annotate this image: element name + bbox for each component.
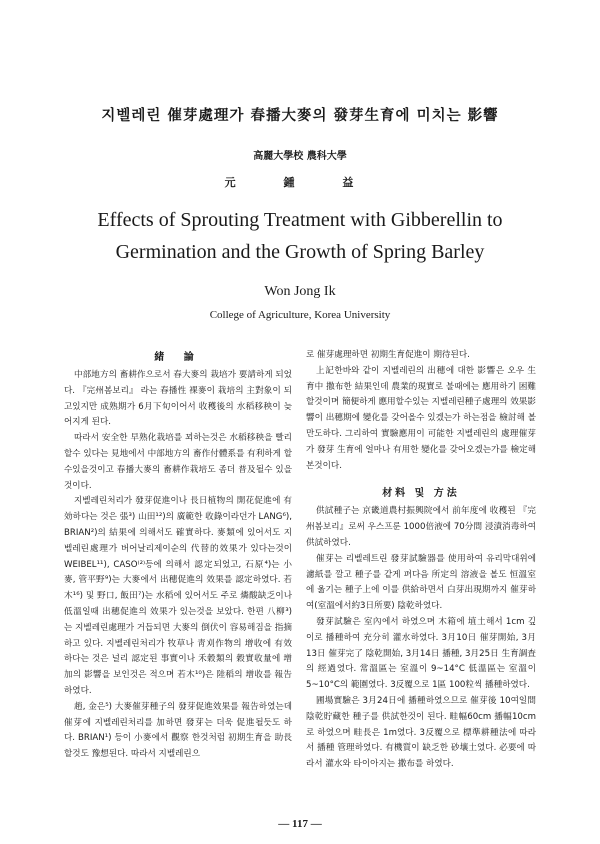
methods-paragraph-1: 供試種子는 京畿道農村振興院에서 前年度에 收穫된 『完州봄보리』로써 우스프룬 1000倍液에 70分間 浸漬消毒하여 供試하였다. xyxy=(306,506,536,548)
intro-continuation: 로 催芽處理하면 初期生育促進이 期待된다. xyxy=(306,350,470,360)
introduction-heading: 緒 論 xyxy=(154,352,202,363)
page-number: — 117 — xyxy=(278,818,322,830)
english-title xyxy=(0,204,600,268)
left-column xyxy=(64,348,292,763)
intro-paragraph-4: 趙, 金은⁵) 大麥催芽種子의 發芽促進效果를 報告하였는데 催芽에 지벨레린처리를 加하면 發芽는 더욱 促進될듯도 하다. BRIAN¹) 등이 小麥에서 觀察 한것처럼 初期生育을 助長할것도 豫想된다. 따라서 지벨레린으 xyxy=(64,701,292,760)
intro-paragraph-3: 지벨레린처리가 發芽促進이나 長日植物의 開花促進에 有効하다는 것은 張³) 山田¹²)의 廣範한 收錄이라던가 LANG⁶), BRIAN²)의 結果에 의해서도 確實하다. 麥類에 있어서도 지벨레린處理가 버어날리제이순의 代替的效果가 있다는것이 WEIBEL¹¹), CASO⁽²⁾등에 의해서 認定되었고, 石原⁴)는 小麥, 管平野⁹)는 大麥에서 出穗促進의 效果를 認定하였다. 若木¹⁶) 및 野口, 飯田⁷)는 水稻에 있어서도 주로 燐酸缺乏이나 低溫일때 出穗促進의 效果가 있는것을 보았다. 한편 八柳³)는 지벨레린處理가 거듭되면 大麥의 倒伏이 容易해짐을 指摘하고 있다. 지벨레린처리가 牧草나 靑刈作物의 增收에 有效하다는 것은 널리 認定된 事實이나 禾穀類의 穀實收量에 增加의 影響을 보인것은 적으며 若木¹⁰)은 陸稻의 增收를 報告하였다. xyxy=(64,496,292,696)
intro-paragraph-1: 中部地方의 畜耕作으로서 春大麥의 栽培가 要請하게 되었다. 『完州봄보리』 라는 春播性 裸麥이 栽培의 主對象이 되고있지만 成熟期가 6月下旬이어서 收穫後의 水稻移秧이 늦어지게 된다. xyxy=(64,370,292,428)
intro-paragraph-2: 따라서 安全한 早熟化栽培를 꾀하는것은 水稻移秧을 빨리할수 있다는 見地에서 中部地方의 畜作付體系를 有利하게 할수있을것이고 春播大麥의 畜耕作栽培도 좀더 普及될수 있을 것이다. xyxy=(64,433,292,491)
methods-heading: 材料 및 方法 xyxy=(382,488,460,500)
section-spacer xyxy=(306,474,536,484)
english-title-line1: Effects of Sprouting Treatment with Gibberellin to xyxy=(97,209,503,231)
right-column xyxy=(306,348,536,773)
korean-author: 元 鍾 益 xyxy=(224,176,376,189)
methods-paragraph-3: 發芽試驗은 室內에서 하였으며 木箱에 埴土해서 1cm 깊이로 播種하여 充分히 灌水하였다. 3月10日 催芽開始, 3月13日 催芽完了 陰乾開始, 3月14日 播種, 3月25日 生育調査의 經過였다. 常溫區는 室溫이 9~14°C 低溫區는 室溫이 5~10°C의 範圍였다. 3反覆으로 1區 100粒씩 播種하였다. xyxy=(306,616,536,691)
korean-title: 지벨레린 催芽處理가 春播大麥의 發芽生育에 미치는 影響 xyxy=(101,108,499,124)
intro-paragraph-5: 上記한바와 같이 지벨레린의 出穗에 대한 影響은 오우 生育中 撒布한 結果인데 農業的現實로 불때에는 應用하기 困難할것이며 簡便하게 應用할수있는 지벨레린種子處理의 效果影響이 出穗期에 變化를 갖어올수 있겠는가 하는점을 檢討해 볼만도하다. 그리하여 實驗應用이 可能한 지벨레린의 處理催芽가 發芽 生育에 얼마나 有用한 變化를 갖어오겠는가를 檢定해본것이다. xyxy=(306,365,536,471)
english-title-line2: Germination and the Growth of Spring Barley xyxy=(115,241,485,263)
methods-paragraph-4: 圃場實驗은 3月24日에 播種하였으므로 催芽後 10여일間 陰乾貯藏한 種子를 供試한것이 된다. 畦幅60cm 播幅10cm로 하였으며 畦長은 1m였다. 3反覆으로 標準耕種法에 따라서 播種 管理하였다. 有機質이 缺乏한 砂壤土였다. 必要에 따라서 灌水와 타이아지는 撒布를 하였다. xyxy=(306,695,536,770)
korean-affiliation: 高麗大學校 農科大學 xyxy=(253,151,347,162)
methods-paragraph-2: 催芽는 리벨레트린 發芽試驗器를 使用하여 유리막대위에 濾紙를 깔고 種子를 같게 펴다음 所定의 溶液을 볼도 恒溫室에 옮기는 種子上에 이를 供給하면서 白芽出現期까지 催芽하여(室溫에서約3日所要) 陰乾하였다. xyxy=(306,553,536,612)
english-affiliation: College of Agriculture, Korea University xyxy=(209,309,391,321)
english-author: Won Jong Ik xyxy=(264,284,336,299)
